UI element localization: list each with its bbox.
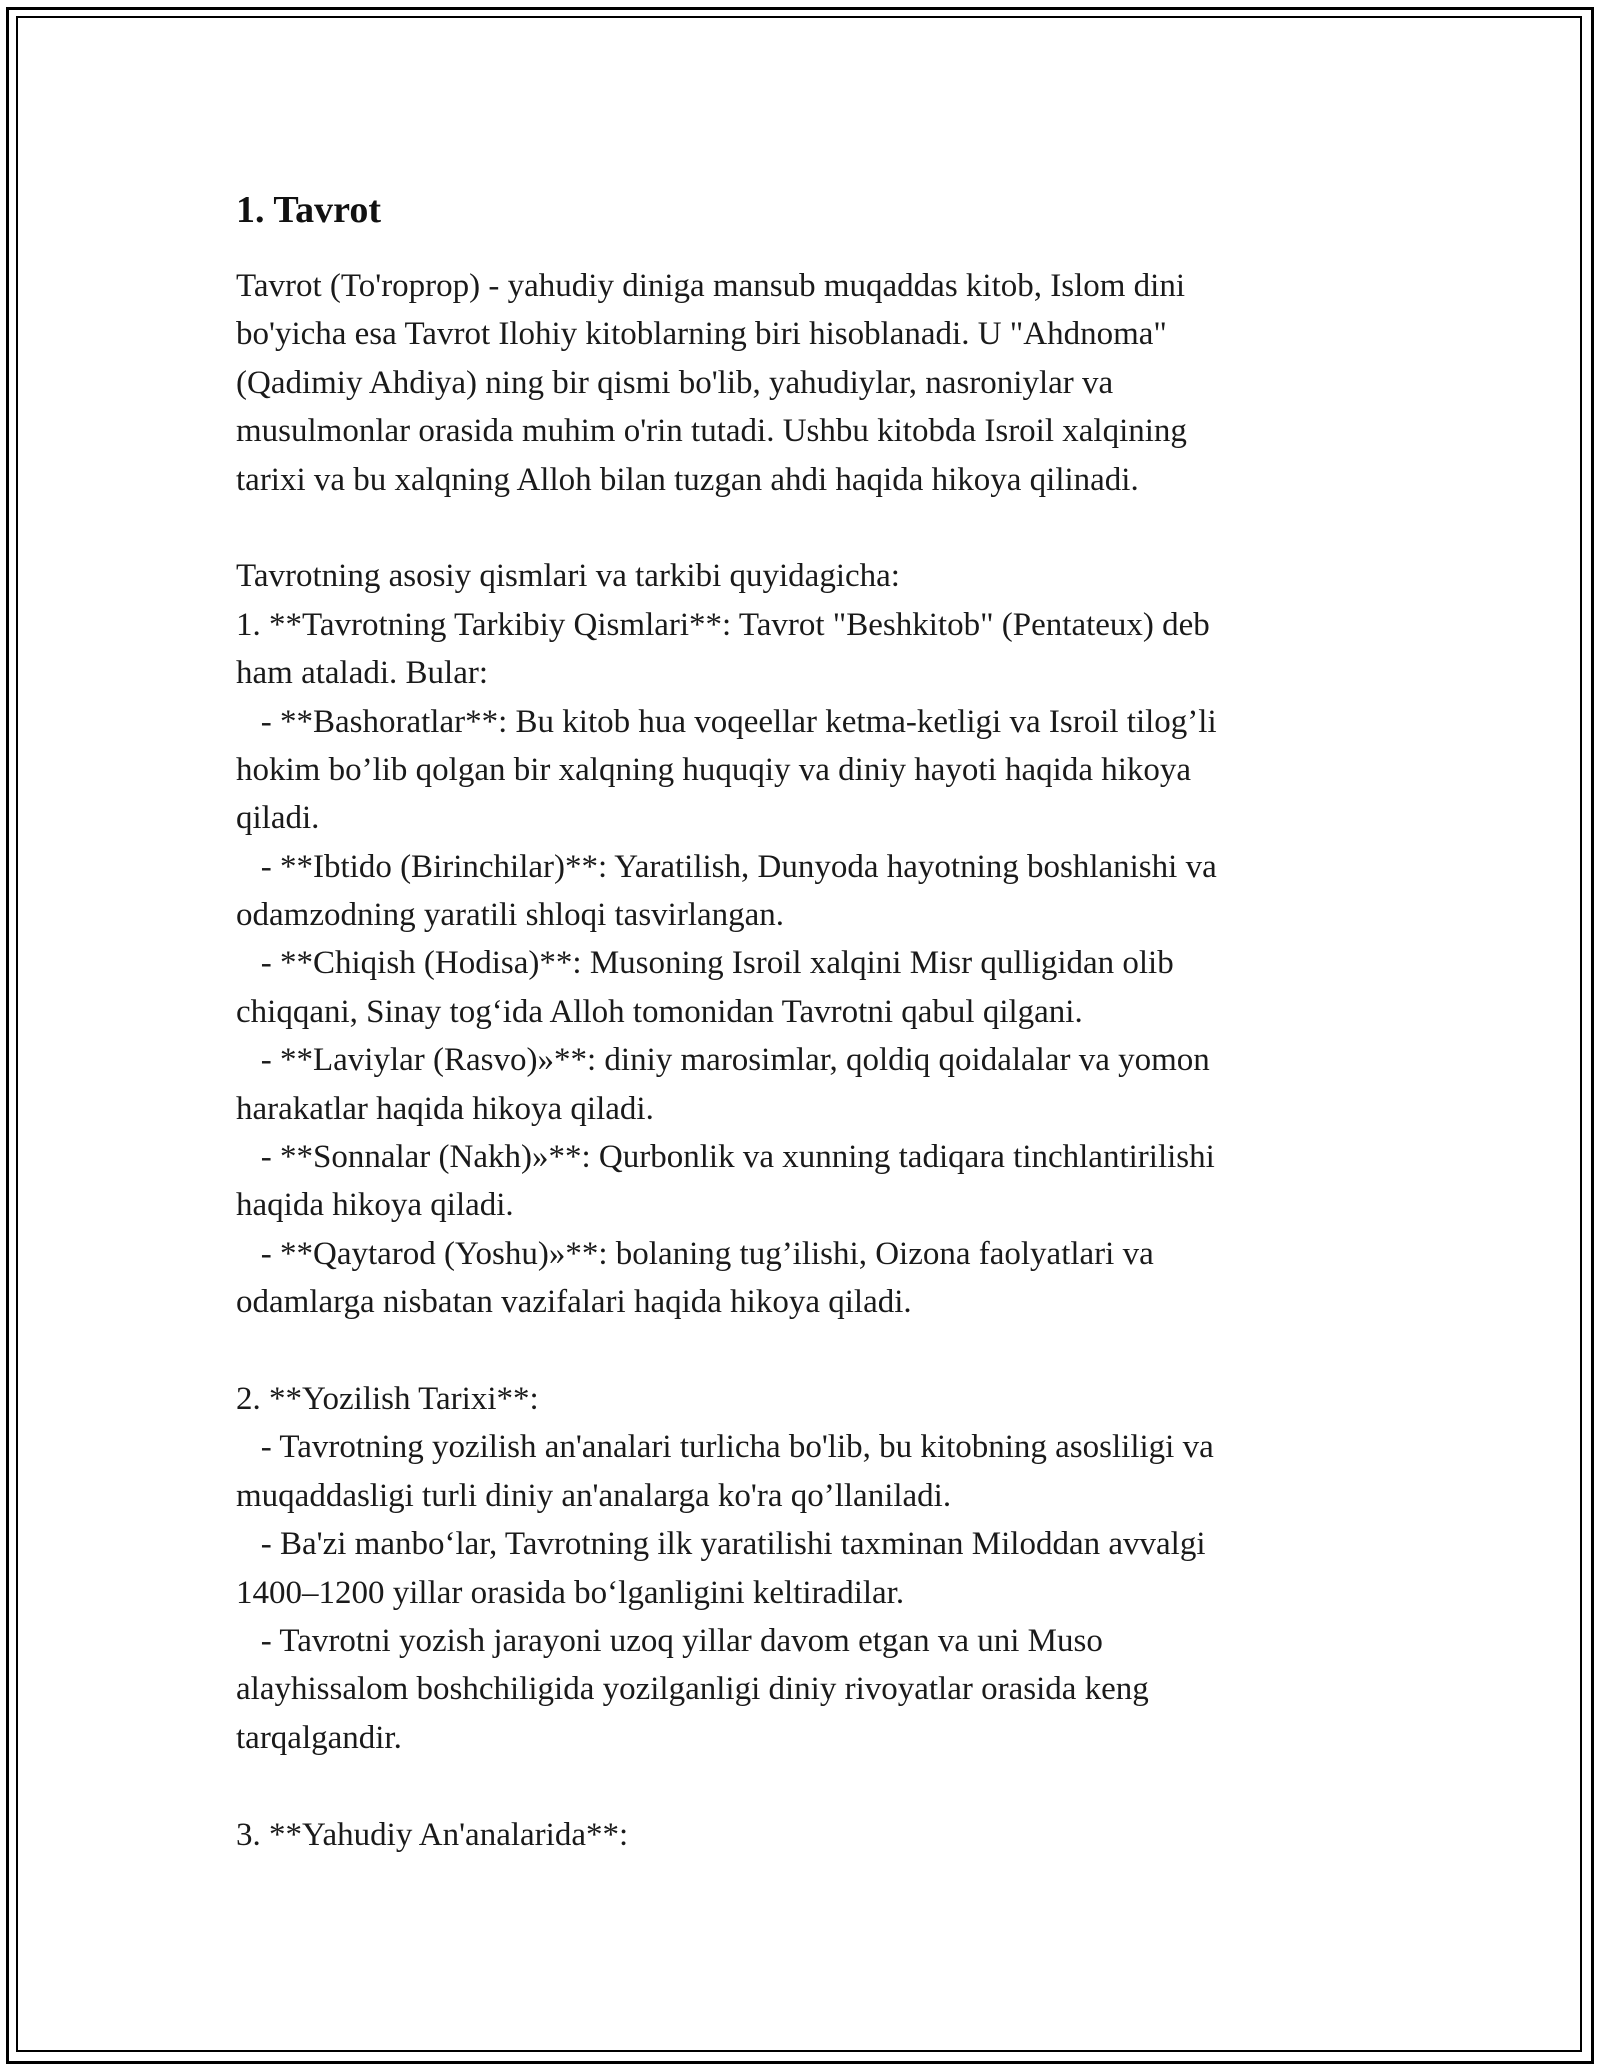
text-line: - Ba'zi manbo‘lar, Tavrotning ilk yaratilishi taxminan Miloddan avvalgi bbox=[236, 1526, 1206, 1563]
text-line: - **Qaytarod (Yoshu)»**: bolaning tug’ilishi, Oizona faolyatlari va bbox=[236, 1235, 1154, 1272]
text-line: 1. **Tavrotning Tarkibiy Qismlari**: Tavrot "Beshkitob" (Pentateux) deb bbox=[236, 606, 1210, 643]
text-line: - **Sonnalar (Nakh)»**: Qurbonlik va xunning tadiqara tinchlantirilishi bbox=[236, 1139, 1215, 1176]
text-line: bo'yicha esa Tavrot Ilohiy kitoblarning biri hisoblanadi. U "Ahdnoma" bbox=[236, 316, 1167, 353]
text-line: qiladi. bbox=[236, 800, 320, 837]
text-line: alayhissalom boshchiligida yozilganligi diniy rivoyatlar orasida keng bbox=[236, 1671, 1149, 1708]
text-line: tarqalgandir. bbox=[236, 1719, 402, 1756]
text-line: hokim bo’lib qolgan bir xalqning huquqiy va diniy hayoti haqida hikoya bbox=[236, 751, 1192, 788]
text-line: - **Chiqish (Hodisa)**: Musoning Isroil xalqini Misr qulligidan olib bbox=[236, 945, 1174, 982]
text-line: 2. **Yozilish Tarixi**: bbox=[236, 1380, 539, 1417]
section-heading: 1. Tavrot bbox=[236, 189, 382, 231]
text-line: ham ataladi. Bular: bbox=[236, 655, 488, 692]
blank-line bbox=[236, 1327, 1396, 1375]
text-line: haqida hikoya qiladi. bbox=[236, 1187, 514, 1224]
text-line: Tavrotning asosiy qismlari va tarkibi quyidagicha: bbox=[236, 558, 900, 595]
text-line: 3. **Yahudiy An'analarida**: bbox=[236, 1816, 629, 1853]
text-line: (Qadimiy Ahdiya) ning bir qismi bo'lib, yahudiylar, nasroniylar va bbox=[236, 364, 1114, 401]
text-line: harakatlar haqida hikoya qiladi. bbox=[236, 1090, 654, 1127]
text-line: tarixi va bu xalqning Alloh bilan tuzgan ahdi haqida hikoya qilinadi. bbox=[236, 461, 1139, 498]
blank-line bbox=[236, 1762, 1396, 1810]
text-line: - Tavrotning yozilish an'analari turlicha bo'lib, bu kitobning asosliligi va bbox=[236, 1429, 1214, 1466]
text-line: - **Bashoratlar**: Bu kitob hua voqeellar ketma-ketligi va Isroil tilog’li bbox=[236, 703, 1217, 740]
text-line: odamlarga nisbatan vazifalari haqida hikoya qiladi. bbox=[236, 1284, 912, 1321]
text-line: 1400–1200 yillar orasida bo‘lganligini keltiradilar. bbox=[236, 1574, 905, 1611]
text-line: odamzodning yaratili shloqi tasvirlangan. bbox=[236, 897, 785, 934]
text-line: - **Laviylar (Rasvo)»**: diniy marosimlar, qoldiq qoidalalar va yomon bbox=[236, 1042, 1210, 1079]
text-line: Tavrot (To'roprop) - yahudiy diniga mansub muqaddas kitob, Islom dini bbox=[236, 268, 1186, 304]
text-line: - Tavrotni yozish jarayoni uzoq yillar davom etgan va uni Muso bbox=[236, 1622, 1103, 1659]
text-block bbox=[236, 262, 1396, 1859]
document-body bbox=[236, 186, 1396, 1859]
blank-line bbox=[236, 504, 1396, 552]
text-line: chiqqani, Sinay tog‘ida Alloh tomonidan Tavrotni qabul qilgani. bbox=[236, 993, 1083, 1030]
text-line: musulmonlar orasida muhim o'rin tutadi. Ushbu kitobda Isroil xalqining bbox=[236, 413, 1187, 450]
text-line: muqaddasligi turli diniy an'analarga ko'ra qo’llaniladi. bbox=[236, 1477, 952, 1514]
text-line: - **Ibtido (Birinchilar)**: Yaratilish, Dunyoda hayotning boshlanishi va bbox=[236, 848, 1217, 885]
